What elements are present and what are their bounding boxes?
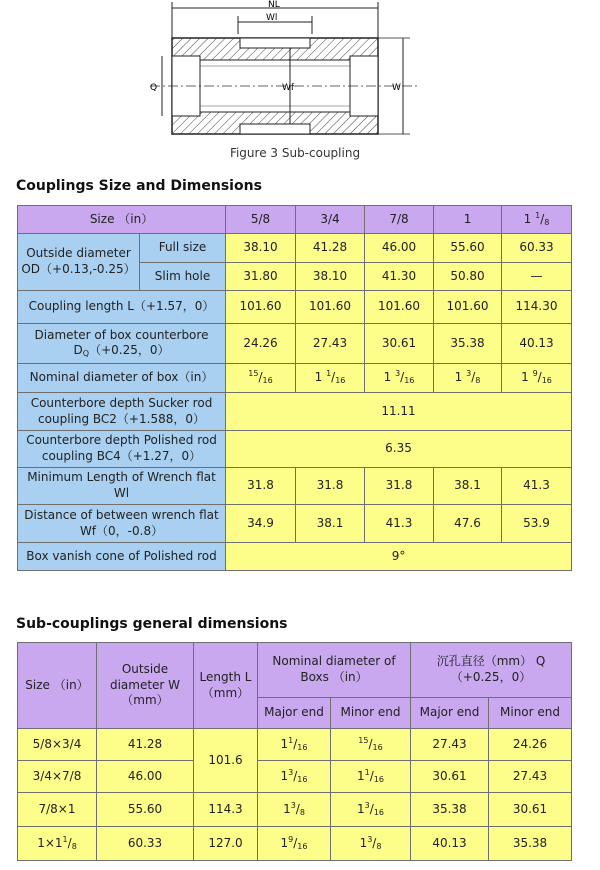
value-cell: 101.60 xyxy=(365,291,434,324)
size-header-row xyxy=(18,206,572,234)
value-cell: 38.10 xyxy=(226,234,296,263)
value-cell: 60.33 xyxy=(502,234,572,263)
fraction-cell: $1^1/_{16}$ xyxy=(258,729,331,761)
value-cell: 53.9 xyxy=(502,505,572,543)
counterbore-diameter-row xyxy=(18,324,572,364)
fraction-cell: 1 $^9/_{16}$ xyxy=(502,364,572,393)
value-cell: 34.9 xyxy=(226,505,296,543)
coupling-length-label: Coupling length L（+1.57，0） xyxy=(18,291,226,324)
value-cell: 41.28 xyxy=(97,729,194,761)
fraction-cell: $^{15}/_{16}$ xyxy=(226,364,296,393)
table-row xyxy=(18,793,572,827)
counterbore-diameter-label: Diameter of box counterbore $D_Q(+0.25$，0） xyxy=(18,324,226,364)
nominal-diameter-header: Nominal diameter of Boxs （in） xyxy=(258,643,411,698)
size-header-label: Size （in） xyxy=(18,206,226,234)
value-cell: 41.30 xyxy=(365,263,434,291)
value-cell: 101.60 xyxy=(434,291,502,324)
full-size-row xyxy=(18,234,572,263)
size-cell: 3/4×7/8 xyxy=(18,761,97,793)
fraction-cell: $1^3/_{16}$ xyxy=(331,793,411,827)
slim-hole-label: Slim hole xyxy=(140,263,226,291)
value-cell: 27.43 xyxy=(296,324,365,364)
value-cell: 114.30 xyxy=(502,291,572,324)
table-row xyxy=(18,761,572,793)
table-row xyxy=(18,729,572,761)
major-end-header: Major end xyxy=(411,698,489,729)
value-cell: 35.38 xyxy=(434,324,502,364)
value-cell: 31.8 xyxy=(365,468,434,505)
nominal-box-row xyxy=(18,364,572,393)
value-cell: 38.10 xyxy=(296,263,365,291)
label-wl: Wl xyxy=(266,13,278,23)
value-cell: 6.35 xyxy=(226,431,572,468)
size-header-cell: 5/8 xyxy=(226,206,296,234)
fraction-cell: $1^9/_{16}$ xyxy=(258,827,331,861)
coupling-length-row xyxy=(18,291,572,324)
full-size-label: Full size xyxy=(140,234,226,263)
value-cell: 40.13 xyxy=(411,827,489,861)
figure-caption: Figure 3 Sub-coupling xyxy=(229,146,361,160)
value-cell: — xyxy=(502,263,572,291)
value-cell: 30.61 xyxy=(365,324,434,364)
label-nl: NL xyxy=(268,0,280,10)
size-header-cell: 1 $^1/_8$ xyxy=(502,206,572,234)
depth-sucker-row xyxy=(18,393,572,431)
nominal-box-label: Nominal diameter of box（in） xyxy=(18,364,226,393)
od-label: Outside diameter OD（+0.13,-0.25） xyxy=(18,234,140,291)
size-cell: 7/8×1 xyxy=(18,793,97,827)
fraction-cell: $1^3/_8$ xyxy=(258,793,331,827)
length-cell: 101.6 xyxy=(194,729,258,793)
value-cell: 27.43 xyxy=(489,761,572,793)
value-cell: 30.61 xyxy=(489,793,572,827)
value-cell: 60.33 xyxy=(97,827,194,861)
size-header-cell: 7/8 xyxy=(365,206,434,234)
wrench-distance-row xyxy=(18,505,572,543)
value-cell: 11.11 xyxy=(226,393,572,431)
length-cell: 127.0 xyxy=(194,827,258,861)
size-cell: $1\times 1^1/_8$ xyxy=(18,827,97,861)
header-row-1 xyxy=(18,643,572,698)
couplings-size-table xyxy=(17,205,572,571)
value-cell: 35.38 xyxy=(489,827,572,861)
value-cell: 24.26 xyxy=(489,729,572,761)
minor-end-header: Minor end xyxy=(331,698,411,729)
value-cell: 47.6 xyxy=(434,505,502,543)
value-cell: 46.00 xyxy=(365,234,434,263)
vanish-cone-label: Box vanish cone of Polished rod xyxy=(18,543,226,571)
value-cell: 38.1 xyxy=(296,505,365,543)
section1-title: Couplings Size and Dimensions xyxy=(16,178,262,194)
depth-polished-label: Counterbore depth Polished rod coupling BC4（+1.27，0） xyxy=(18,431,226,468)
label-q: Q xyxy=(150,83,158,93)
value-cell: 55.60 xyxy=(434,234,502,263)
value-cell: 101.60 xyxy=(226,291,296,324)
outside-diameter-header: Outside diameter W （mm） xyxy=(97,643,194,729)
fraction-cell: $1^3/_{16}$ xyxy=(258,761,331,793)
wrench-distance-label: Distance of between wrench flat Wf（0，-0.8） xyxy=(18,505,226,543)
label-w: W xyxy=(392,83,401,93)
value-cell: 24.26 xyxy=(226,324,296,364)
length-cell: 114.3 xyxy=(194,793,258,827)
value-cell: 35.38 xyxy=(411,793,489,827)
size-header-cell: 3/4 xyxy=(296,206,365,234)
value-cell: 27.43 xyxy=(411,729,489,761)
value-cell: 40.13 xyxy=(502,324,572,364)
section2-title: Sub-couplings general dimensions xyxy=(16,616,288,632)
value-cell: 38.1 xyxy=(434,468,502,505)
size-cell: 5/8×3/4 xyxy=(18,729,97,761)
depth-polished-row xyxy=(18,431,572,468)
sub-coupling-drawing xyxy=(0,0,600,145)
size-header: Size （in） xyxy=(18,643,97,729)
value-cell: 55.60 xyxy=(97,793,194,827)
fraction-cell: $1^1/_{16}$ xyxy=(331,761,411,793)
value-cell: 46.00 xyxy=(97,761,194,793)
size-header-cell: 1 xyxy=(434,206,502,234)
length-header: Length L （mm） xyxy=(194,643,258,729)
depth-sucker-label: Counterbore depth Sucker rod coupling BC2（+1.588，0） xyxy=(18,393,226,431)
min-wrench-row xyxy=(18,468,572,505)
value-cell: 41.3 xyxy=(365,505,434,543)
fraction-cell: 1 $^3/_8$ xyxy=(434,364,502,393)
value-cell: 101.60 xyxy=(296,291,365,324)
label-wf: Wf xyxy=(282,83,295,93)
fraction-cell: $1^3/_8$ xyxy=(331,827,411,861)
sub-couplings-table xyxy=(17,642,572,861)
value-cell: 31.80 xyxy=(226,263,296,291)
minor-end-header: Minor end xyxy=(489,698,572,729)
value-cell: 41.3 xyxy=(502,468,572,505)
table-row xyxy=(18,827,572,861)
value-cell: 50.80 xyxy=(434,263,502,291)
value-cell: 9° xyxy=(226,543,572,571)
value-cell: 31.8 xyxy=(226,468,296,505)
major-end-header: Major end xyxy=(258,698,331,729)
value-cell: 41.28 xyxy=(296,234,365,263)
fraction-cell: $^{15}/_{16}$ xyxy=(331,729,411,761)
sub-coupling-figure xyxy=(0,0,600,170)
fraction-cell: 1 $^1/_{16}$ xyxy=(296,364,365,393)
fraction-cell: 1 $^3/_{16}$ xyxy=(365,364,434,393)
vanish-cone-row xyxy=(18,543,572,571)
min-wrench-label: Minimum Length of Wrench flat Wl xyxy=(18,468,226,505)
counterbore-diameter-header: 沉孔直径（mm） Q（+0.25，0） xyxy=(411,643,572,698)
value-cell: 30.61 xyxy=(411,761,489,793)
value-cell: 31.8 xyxy=(296,468,365,505)
